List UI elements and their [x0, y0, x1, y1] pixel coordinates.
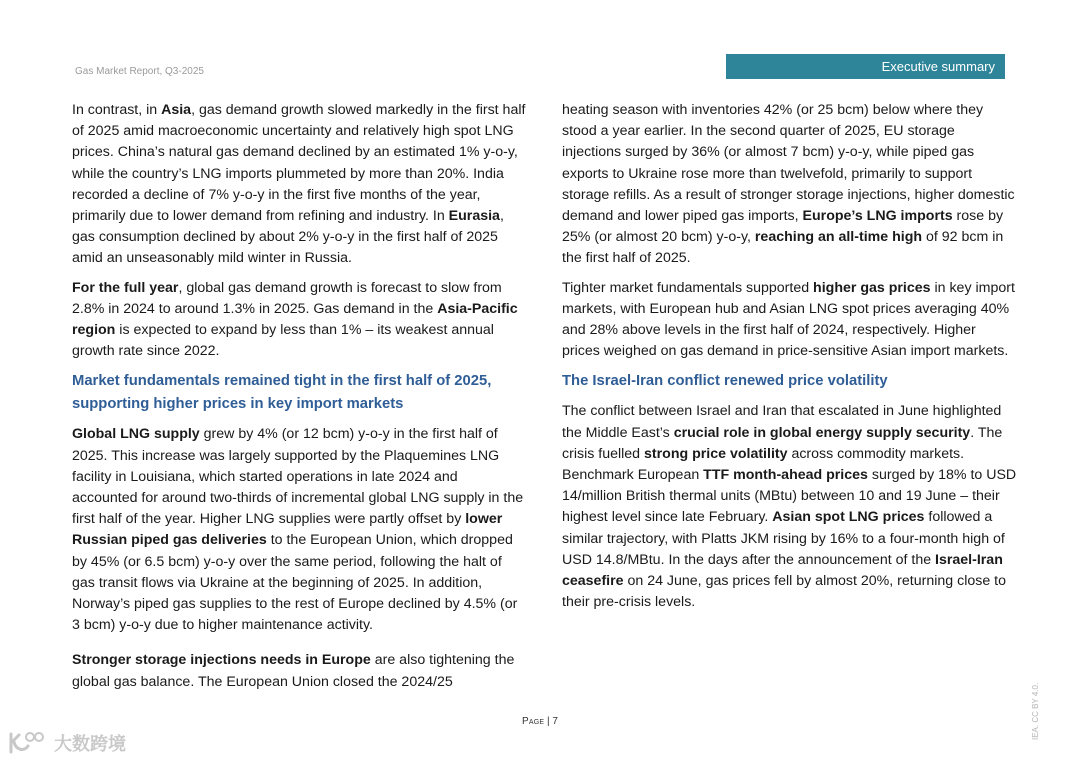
text: are also tightening the global gas balance. The European Union closed the 2024/25	[72, 652, 515, 690]
page-number-value: 7	[552, 716, 558, 727]
watermark	[8, 730, 126, 756]
section-tab	[726, 54, 1005, 79]
bold-text: Eurasia	[448, 208, 500, 225]
text: rose by 25% (or almost 20 bcm) y-o-y,	[562, 208, 1004, 246]
text: Tighter market fundamentals supported	[562, 279, 814, 296]
watermark-text: 大数跨境	[54, 734, 126, 754]
section-heading-israel-iran: The Israel-Iran conflict renewed price volatility	[562, 373, 888, 390]
bold-text: TTF month-ahead prices	[703, 467, 868, 484]
bold-text: higher gas prices	[813, 279, 931, 296]
text: is expected to expand by less than 1% – its weakest annual growth rate since 2022.	[72, 322, 494, 360]
bold-text: Global LNG supply	[72, 426, 200, 443]
text: heating season with inventories 42% (or 25 bcm) below where they stood a year earlier. In the second quarter of 2025, EU storage injections surged by 36% (or almost 7 bcm) y-o-y, while piped gas exports to Ukraine rose more than twelvefold, primarily to support storage refills. As a result of stronger storage injections, higher domestic demand and lower piped gas imports,	[562, 102, 1015, 225]
page-label: Page	[522, 716, 545, 727]
page-separator: |	[544, 716, 553, 727]
bold-text: For the full year	[72, 279, 179, 296]
left-column	[72, 100, 527, 701]
bold-text: reaching an all-time high	[754, 229, 923, 246]
bold-text: Asian spot LNG prices	[772, 509, 925, 526]
text: followed a similar trajectory, with Platts JKM rising by 16% to a four-month high of USD 14.8/MBtu. In the days after the announcement of the	[562, 509, 1005, 568]
text: across commodity markets. Benchmark European	[562, 445, 965, 484]
paragraph-heating-season	[562, 100, 1017, 270]
text: . The crisis fuelled	[562, 424, 1003, 462]
bold-text: Europe’s LNG imports	[802, 208, 953, 225]
bold-text: lower Russian piped gas deliveries	[72, 511, 503, 549]
section-tab-label: Executive summary	[881, 59, 995, 74]
text: in key import markets, with European hub and Asian LNG spot prices averaging 40% and 28% above levels in the first half of 2024, respectively. Higher prices weighed on gas demand in price-sensitive Asian import markets.	[562, 279, 1015, 360]
text: of 92 bcm in the first half of 2025.	[562, 229, 1004, 267]
bold-text: Israel-Iran ceasefire	[562, 551, 1003, 590]
paragraph-conflict	[562, 401, 1017, 613]
paragraph-higher-prices	[562, 278, 1017, 363]
page-number	[522, 716, 558, 727]
text: surged by 18% to USD 14/million British thermal units (MBtu) between 10 and 19 June – their highest level since late February.	[562, 467, 1017, 526]
text: , gas demand growth slowed markedly in the first half of 2025 amid macroeconomic uncertainty and relatively high spot LNG prices. China’s natural gas demand declined by an estimated 1% y-o-y, while the country’s LNG imports plummeted by more than 20%. India recorded a decline of 7% y-o-y in the first five months of the year, primarily due to lower demand from refining and industry. In	[72, 102, 526, 225]
paragraph-lng-supply	[72, 424, 527, 636]
bold-text: crucial role in global energy supply security	[673, 424, 971, 441]
paragraph-full-year	[72, 278, 527, 363]
section-heading-market-fundamentals: Market fundamentals remained tight in the first half of 2025, supporting higher prices in key import markets	[72, 373, 492, 413]
text: grew by 4% (or 12 bcm) y-o-y in the first half of 2025. This increase was largely supported by the Plaquemines LNG facility in Louisiana, which started operations in late 2024 and accounted for around two-thirds of incremental global LNG supply in the first half of the year. Higher LNG supplies were partly offset by	[72, 426, 524, 528]
text: , gas consumption declined by about 2% y-o-y in the first half of 2025 amid an unseasonably mild winter in Russia.	[72, 208, 504, 267]
paragraph-storage-injections	[72, 650, 527, 692]
running-title: Gas Market Report, Q3-2025	[75, 66, 204, 77]
text: , global gas demand growth is forecast to slow from 2.8% in 2024 to around 1.3% in 2025. Gas demand in the	[72, 279, 502, 317]
bold-text: strong price volatility	[644, 445, 788, 462]
bold-text: Asia	[161, 102, 192, 118]
text: In contrast, in	[72, 102, 162, 118]
license-note: IEA. CC BY 4.0.	[1031, 682, 1040, 740]
right-column	[562, 100, 1017, 621]
paragraph-asia-demand	[72, 100, 527, 270]
text: The conflict between Israel and Iran that escalated in June highlighted the Middle East’s	[562, 403, 1002, 441]
watermark-logo-icon	[8, 730, 50, 756]
bold-text: Stronger storage injections needs in Europe	[72, 652, 371, 669]
bold-text: Asia-Pacific region	[72, 300, 518, 339]
text: on 24 June, gas prices fell by almost 20%, returning close to their pre-crisis levels.	[562, 573, 1007, 611]
text: to the European Union, which dropped by 45% (or 6.5 bcm) y-o-y over the same period, following the halt of gas transit flows via Ukraine at the beginning of 2025. In addition, Norway’s piped gas supplies to the rest of Europe declined by 4.5% (or 3 bcm) y-o-y due to higher maintenance activity.	[72, 532, 518, 634]
